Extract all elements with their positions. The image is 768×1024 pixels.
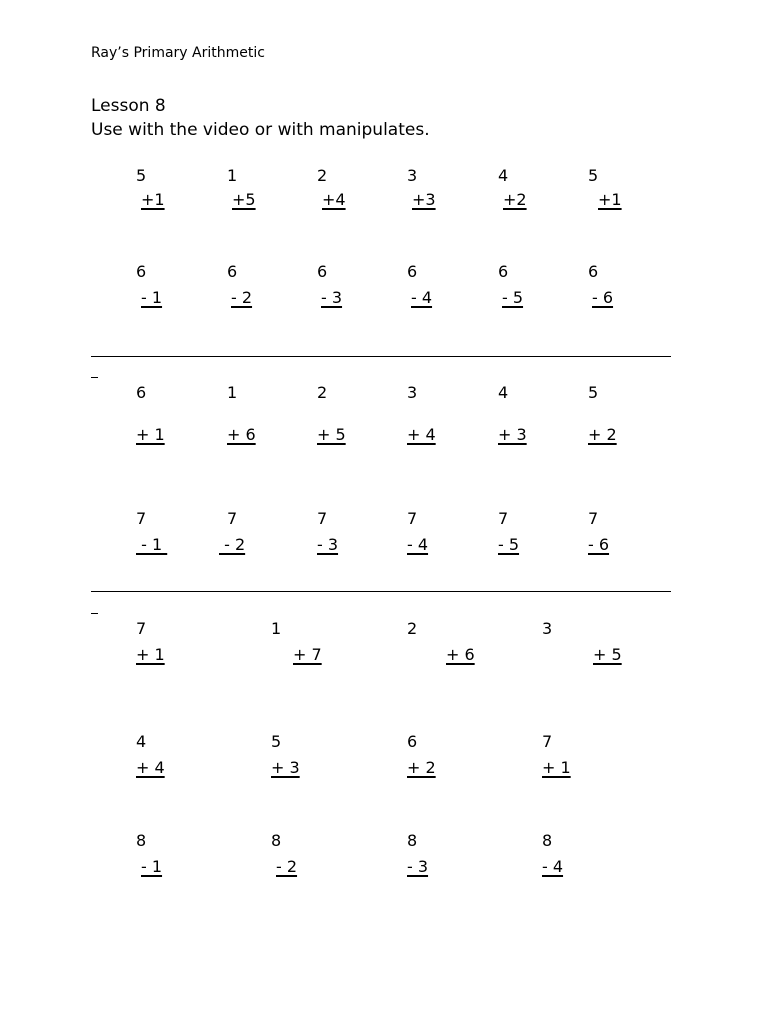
problem-operation: - 2 bbox=[219, 535, 246, 554]
divider-tail bbox=[91, 613, 98, 614]
problem-top-number: 6 bbox=[136, 383, 147, 402]
problem-operation: + 5 bbox=[317, 425, 346, 444]
problem-top-number: 8 bbox=[271, 831, 282, 850]
problem-operation: + 1 bbox=[136, 645, 165, 664]
problem-operation: +2 bbox=[503, 190, 527, 209]
problem-operation: - 5 bbox=[498, 535, 520, 554]
problem-top-number: 4 bbox=[498, 383, 509, 402]
section-divider bbox=[91, 356, 671, 357]
problem-operation: - 4 bbox=[411, 288, 433, 307]
lesson-title: Lesson 8 bbox=[91, 96, 166, 116]
problem-top-number: 8 bbox=[407, 831, 418, 850]
problem-top-number: 4 bbox=[136, 732, 147, 751]
problem-top-number: 3 bbox=[407, 166, 418, 185]
problem-top-number: 6 bbox=[498, 262, 509, 281]
problem-operation: + 4 bbox=[407, 425, 436, 444]
problem-top-number: 7 bbox=[407, 509, 418, 528]
problem-top-number: 5 bbox=[588, 166, 599, 185]
problem-operation: - 6 bbox=[588, 535, 610, 554]
problem-operation: + 2 bbox=[588, 425, 617, 444]
problem-operation: + 7 bbox=[293, 645, 322, 664]
problem-top-number: 3 bbox=[542, 619, 553, 638]
problem-operation: +1 bbox=[141, 190, 165, 209]
problem-top-number: 4 bbox=[498, 166, 509, 185]
problem-operation: + 4 bbox=[136, 758, 165, 777]
lesson-instruction: Use with the video or with manipulates. bbox=[91, 120, 430, 140]
problem-operation: - 1 bbox=[136, 535, 168, 554]
problem-top-number: 3 bbox=[407, 383, 418, 402]
problem-top-number: 5 bbox=[588, 383, 599, 402]
problem-operation: + 5 bbox=[593, 645, 622, 664]
problem-top-number: 7 bbox=[227, 509, 238, 528]
problem-top-number: 1 bbox=[227, 166, 238, 185]
problem-operation: - 3 bbox=[407, 857, 429, 876]
problem-operation: - 3 bbox=[317, 535, 339, 554]
problem-operation: - 1 bbox=[141, 857, 163, 876]
problem-operation: + 6 bbox=[446, 645, 475, 664]
problem-top-number: 6 bbox=[588, 262, 599, 281]
document-header: Ray’s Primary Arithmetic bbox=[91, 45, 265, 61]
problem-top-number: 8 bbox=[542, 831, 553, 850]
problem-operation: - 3 bbox=[321, 288, 343, 307]
problem-top-number: 6 bbox=[407, 732, 418, 751]
section-divider bbox=[91, 591, 671, 592]
problem-operation: - 1 bbox=[141, 288, 163, 307]
problem-operation: - 2 bbox=[276, 857, 298, 876]
problem-operation: + 1 bbox=[542, 758, 571, 777]
problem-operation: - 5 bbox=[502, 288, 524, 307]
problem-top-number: 2 bbox=[407, 619, 418, 638]
problem-top-number: 1 bbox=[227, 383, 238, 402]
problem-operation: + 3 bbox=[271, 758, 300, 777]
problem-operation: + 3 bbox=[498, 425, 527, 444]
problem-top-number: 5 bbox=[136, 166, 147, 185]
problem-operation: + 6 bbox=[227, 425, 256, 444]
divider-tail bbox=[91, 377, 98, 378]
problem-top-number: 8 bbox=[136, 831, 147, 850]
problem-operation: - 4 bbox=[542, 857, 564, 876]
problem-top-number: 6 bbox=[227, 262, 238, 281]
problem-top-number: 6 bbox=[136, 262, 147, 281]
problem-top-number: 1 bbox=[271, 619, 282, 638]
problem-top-number: 7 bbox=[588, 509, 599, 528]
problem-operation: - 4 bbox=[407, 535, 429, 554]
problem-top-number: 2 bbox=[317, 166, 328, 185]
problem-top-number: 7 bbox=[317, 509, 328, 528]
problem-top-number: 7 bbox=[136, 619, 147, 638]
problem-operation: - 2 bbox=[231, 288, 253, 307]
lesson-heading bbox=[91, 94, 430, 142]
problem-top-number: 7 bbox=[498, 509, 509, 528]
problem-top-number: 2 bbox=[317, 383, 328, 402]
problem-operation: +3 bbox=[412, 190, 436, 209]
problem-top-number: 5 bbox=[271, 732, 282, 751]
problem-top-number: 7 bbox=[136, 509, 147, 528]
problem-top-number: 6 bbox=[317, 262, 328, 281]
problem-operation: + 2 bbox=[407, 758, 436, 777]
problem-operation: +5 bbox=[232, 190, 256, 209]
problem-operation: +4 bbox=[322, 190, 346, 209]
problem-operation: +1 bbox=[598, 190, 622, 209]
problem-top-number: 7 bbox=[542, 732, 553, 751]
problem-operation: - 6 bbox=[592, 288, 614, 307]
problem-top-number: 6 bbox=[407, 262, 418, 281]
problem-operation: + 1 bbox=[136, 425, 165, 444]
